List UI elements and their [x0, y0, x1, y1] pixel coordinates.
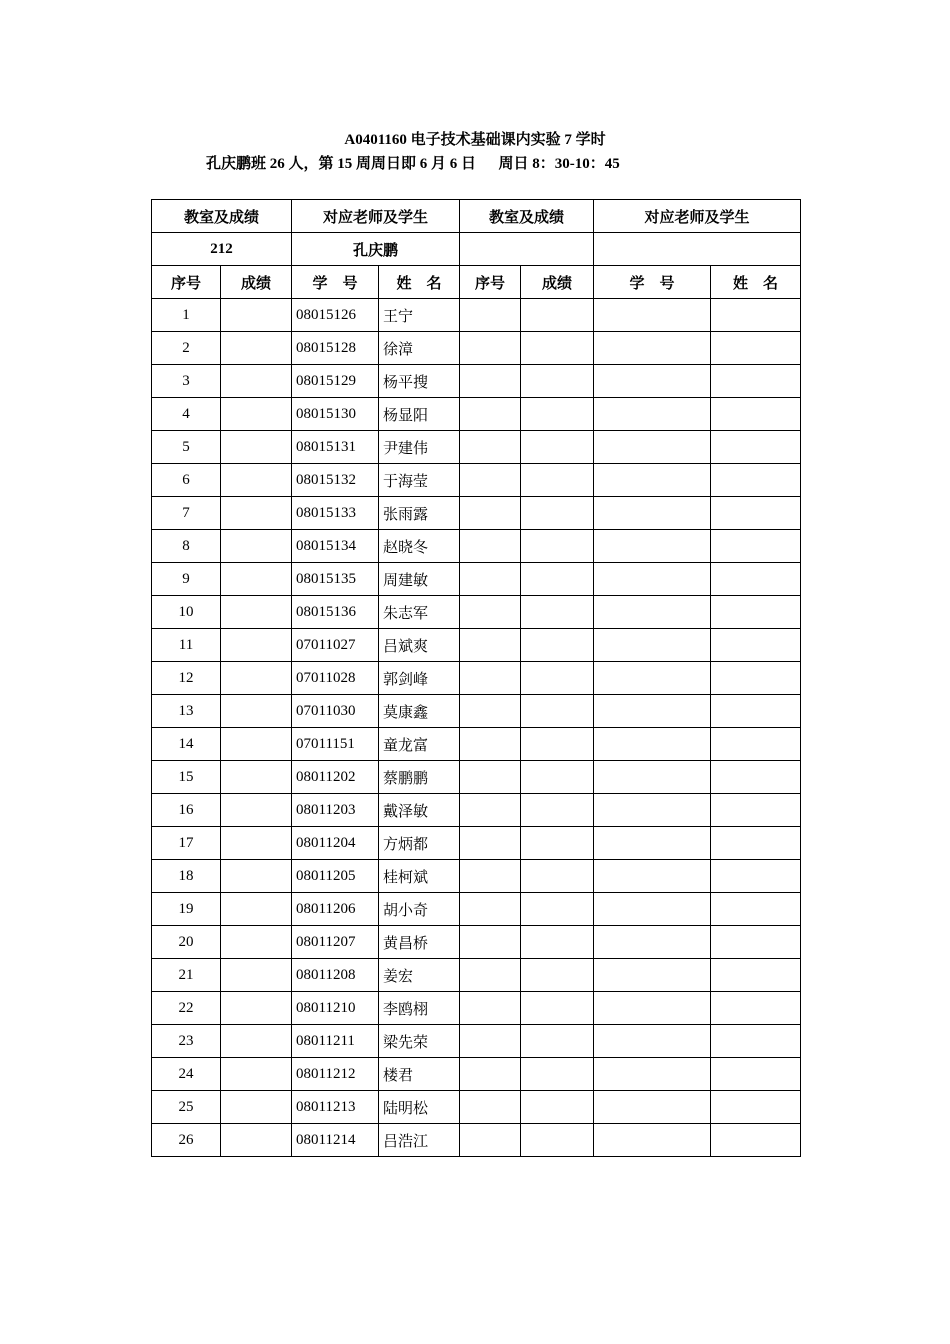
- student-name-empty: [711, 431, 801, 464]
- table-row: [152, 431, 801, 464]
- row-number-empty: [460, 695, 521, 728]
- row-number-empty: [460, 1124, 521, 1157]
- grade-cell: [221, 728, 292, 761]
- student-id: 08011205: [292, 860, 379, 893]
- student-id-empty: [594, 530, 711, 563]
- column-header-row: [152, 266, 801, 299]
- student-id-empty: [594, 464, 711, 497]
- student-name-empty: [711, 1091, 801, 1124]
- grade-cell-empty: [521, 1058, 594, 1091]
- row-number: 24: [152, 1058, 221, 1091]
- student-name: 童龙富: [379, 728, 460, 761]
- grade-cell: [221, 299, 292, 332]
- student-name: 尹建伟: [379, 431, 460, 464]
- grade-cell: [221, 959, 292, 992]
- group-header-cell: 教室及成绩: [152, 200, 292, 233]
- student-name: 陆明松: [379, 1091, 460, 1124]
- grade-cell-empty: [521, 629, 594, 662]
- row-number-empty: [460, 926, 521, 959]
- document-subtitle: 孔庆鹏班 26 人，第 15 周周日即 6 月 6 日 周日 8：30-10：45: [206, 156, 620, 172]
- col-header-no: 序号: [152, 266, 221, 299]
- student-name-empty: [711, 1124, 801, 1157]
- student-name: 王宁: [379, 299, 460, 332]
- student-id: 08015133: [292, 497, 379, 530]
- row-number-empty: [460, 893, 521, 926]
- student-name-empty: [711, 365, 801, 398]
- row-number-empty: [460, 761, 521, 794]
- grade-cell-empty: [521, 794, 594, 827]
- row-number: 17: [152, 827, 221, 860]
- grade-cell-empty: [521, 992, 594, 1025]
- student-id-empty: [594, 1025, 711, 1058]
- student-id: 07011030: [292, 695, 379, 728]
- student-name: 于海莹: [379, 464, 460, 497]
- group-header-cell: 对应老师及学生: [292, 200, 460, 233]
- student-name: 朱志军: [379, 596, 460, 629]
- student-name-empty: [711, 992, 801, 1025]
- student-id: 08011213: [292, 1091, 379, 1124]
- student-name: 吕浩江: [379, 1124, 460, 1157]
- row-number: 23: [152, 1025, 221, 1058]
- student-name-empty: [711, 959, 801, 992]
- student-id: 08011202: [292, 761, 379, 794]
- student-id-empty: [594, 332, 711, 365]
- table-row: [152, 1091, 801, 1124]
- student-name-empty: [711, 332, 801, 365]
- table-row: [152, 794, 801, 827]
- row-number-empty: [460, 860, 521, 893]
- student-name-empty: [711, 1025, 801, 1058]
- grade-cell-empty: [521, 926, 594, 959]
- student-id-empty: [594, 728, 711, 761]
- student-name: 杨平搜: [379, 365, 460, 398]
- table-row: [152, 332, 801, 365]
- col-header-no: 序号: [460, 266, 521, 299]
- student-id: 08015136: [292, 596, 379, 629]
- row-number: 16: [152, 794, 221, 827]
- grade-cell-empty: [521, 959, 594, 992]
- grade-cell: [221, 1058, 292, 1091]
- student-name: 胡小奇: [379, 893, 460, 926]
- student-name: 姜宏: [379, 959, 460, 992]
- student-name: 桂柯斌: [379, 860, 460, 893]
- student-id: 08011203: [292, 794, 379, 827]
- grade-cell-empty: [521, 299, 594, 332]
- student-name-empty: [711, 926, 801, 959]
- student-id-empty: [594, 992, 711, 1025]
- table-row: [152, 761, 801, 794]
- table-row: [152, 563, 801, 596]
- row-number-empty: [460, 728, 521, 761]
- student-id: 08015129: [292, 365, 379, 398]
- student-name-empty: [711, 662, 801, 695]
- grade-cell: [221, 761, 292, 794]
- student-name: 蔡鹏鹏: [379, 761, 460, 794]
- student-name: 吕斌爽: [379, 629, 460, 662]
- student-name: 李鸥栩: [379, 992, 460, 1025]
- row-number: 26: [152, 1124, 221, 1157]
- student-name-empty: [711, 728, 801, 761]
- grade-cell-empty: [521, 332, 594, 365]
- student-id: 08011214: [292, 1124, 379, 1157]
- student-name-empty: [711, 860, 801, 893]
- grade-cell: [221, 926, 292, 959]
- grade-cell: [221, 1091, 292, 1124]
- table-row: [152, 464, 801, 497]
- table-row: [152, 299, 801, 332]
- student-id-empty: [594, 596, 711, 629]
- student-id-empty: [594, 431, 711, 464]
- grade-cell: [221, 365, 292, 398]
- grade-cell: [221, 563, 292, 596]
- student-name-empty: [711, 563, 801, 596]
- student-id-empty: [594, 299, 711, 332]
- grade-cell: [221, 1124, 292, 1157]
- student-id-empty: [594, 365, 711, 398]
- grade-cell-empty: [521, 761, 594, 794]
- student-name: 方炳都: [379, 827, 460, 860]
- student-name-empty: [711, 794, 801, 827]
- student-name-empty: [711, 1058, 801, 1091]
- table-row: [152, 662, 801, 695]
- table-row: [152, 629, 801, 662]
- teacher-name-empty: [594, 233, 801, 266]
- student-id: 08015126: [292, 299, 379, 332]
- grade-cell-empty: [521, 1124, 594, 1157]
- grade-cell-empty: [521, 893, 594, 926]
- row-number: 21: [152, 959, 221, 992]
- group-header-row: [152, 200, 801, 233]
- row-number: 19: [152, 893, 221, 926]
- grade-cell-empty: [521, 464, 594, 497]
- student-id-empty: [594, 959, 711, 992]
- grade-cell-empty: [521, 1091, 594, 1124]
- row-number-empty: [460, 332, 521, 365]
- student-id-empty: [594, 497, 711, 530]
- student-name-empty: [711, 398, 801, 431]
- grade-cell: [221, 596, 292, 629]
- student-name-empty: [711, 497, 801, 530]
- student-name-empty: [711, 464, 801, 497]
- student-name-empty: [711, 299, 801, 332]
- student-name: 戴泽敏: [379, 794, 460, 827]
- row-number: 1: [152, 299, 221, 332]
- row-number: 7: [152, 497, 221, 530]
- student-id: 08011212: [292, 1058, 379, 1091]
- student-id-empty: [594, 629, 711, 662]
- grade-cell-empty: [521, 563, 594, 596]
- student-id-empty: [594, 563, 711, 596]
- student-id: 08015134: [292, 530, 379, 563]
- grade-cell: [221, 992, 292, 1025]
- room-number: 212: [152, 233, 292, 266]
- table-row: [152, 497, 801, 530]
- document-title: A0401160 电子技术基础课内实验 7 学时: [344, 132, 606, 148]
- grade-cell-empty: [521, 398, 594, 431]
- student-id: 08011207: [292, 926, 379, 959]
- student-id: 08011206: [292, 893, 379, 926]
- teacher-name: 孔庆鹏: [292, 233, 460, 266]
- student-name-empty: [711, 761, 801, 794]
- table-row: [152, 365, 801, 398]
- row-number: 9: [152, 563, 221, 596]
- col-header-id: 学 号: [594, 266, 711, 299]
- grade-cell: [221, 629, 292, 662]
- row-number: 20: [152, 926, 221, 959]
- student-name-empty: [711, 827, 801, 860]
- row-number: 5: [152, 431, 221, 464]
- row-number-empty: [460, 794, 521, 827]
- student-id-empty: [594, 1091, 711, 1124]
- row-number: 4: [152, 398, 221, 431]
- student-name: 郭剑峰: [379, 662, 460, 695]
- col-header-name: 姓 名: [379, 266, 460, 299]
- grade-cell: [221, 530, 292, 563]
- student-id: 08015132: [292, 464, 379, 497]
- grade-cell-empty: [521, 596, 594, 629]
- table-row: [152, 728, 801, 761]
- grade-cell: [221, 332, 292, 365]
- student-name: 莫康鑫: [379, 695, 460, 728]
- col-header-name: 姓 名: [711, 266, 801, 299]
- room-number-empty: [460, 233, 594, 266]
- table-row: [152, 959, 801, 992]
- student-id-empty: [594, 662, 711, 695]
- row-number: 22: [152, 992, 221, 1025]
- table-row: [152, 893, 801, 926]
- group-header-cell: 教室及成绩: [460, 200, 594, 233]
- student-id: 08015128: [292, 332, 379, 365]
- row-number: 11: [152, 629, 221, 662]
- grade-cell: [221, 695, 292, 728]
- row-number: 14: [152, 728, 221, 761]
- col-header-id: 学 号: [292, 266, 379, 299]
- grade-cell-empty: [521, 497, 594, 530]
- row-number: 8: [152, 530, 221, 563]
- grade-cell: [221, 662, 292, 695]
- grade-cell: [221, 794, 292, 827]
- row-number: 13: [152, 695, 221, 728]
- table-row: [152, 827, 801, 860]
- row-number-empty: [460, 497, 521, 530]
- table-row: [152, 926, 801, 959]
- table-row: [152, 860, 801, 893]
- row-number-empty: [460, 1025, 521, 1058]
- row-number-empty: [460, 959, 521, 992]
- student-name: 徐漳: [379, 332, 460, 365]
- row-number: 3: [152, 365, 221, 398]
- grade-cell: [221, 860, 292, 893]
- student-id-empty: [594, 926, 711, 959]
- row-number-empty: [460, 299, 521, 332]
- student-id: 08011208: [292, 959, 379, 992]
- student-name: 杨显阳: [379, 398, 460, 431]
- student-name-empty: [711, 596, 801, 629]
- grade-cell: [221, 398, 292, 431]
- row-number-empty: [460, 530, 521, 563]
- grade-cell-empty: [521, 1025, 594, 1058]
- row-number-empty: [460, 662, 521, 695]
- table-row: [152, 1058, 801, 1091]
- student-name: 楼君: [379, 1058, 460, 1091]
- student-name-empty: [711, 530, 801, 563]
- student-id: 08011210: [292, 992, 379, 1025]
- student-name: 梁先荣: [379, 1025, 460, 1058]
- grade-cell-empty: [521, 365, 594, 398]
- table-row: [152, 596, 801, 629]
- student-id: 08015130: [292, 398, 379, 431]
- student-id: 08011211: [292, 1025, 379, 1058]
- student-id-empty: [594, 1058, 711, 1091]
- student-id: 07011028: [292, 662, 379, 695]
- row-number: 12: [152, 662, 221, 695]
- table-row: [152, 398, 801, 431]
- table-row: [152, 1025, 801, 1058]
- grade-cell: [221, 1025, 292, 1058]
- row-number-empty: [460, 596, 521, 629]
- roster-table: [151, 199, 801, 1157]
- student-id-empty: [594, 761, 711, 794]
- student-id-empty: [594, 860, 711, 893]
- grade-cell-empty: [521, 530, 594, 563]
- row-number-empty: [460, 629, 521, 662]
- grade-cell: [221, 827, 292, 860]
- grade-cell: [221, 497, 292, 530]
- student-id-empty: [594, 695, 711, 728]
- row-number: 18: [152, 860, 221, 893]
- row-number-empty: [460, 827, 521, 860]
- student-name: 张雨露: [379, 497, 460, 530]
- row-number-empty: [460, 1091, 521, 1124]
- group-header-cell: 对应老师及学生: [594, 200, 801, 233]
- row-number-empty: [460, 563, 521, 596]
- table-row: [152, 1124, 801, 1157]
- grade-cell: [221, 431, 292, 464]
- row-number-empty: [460, 464, 521, 497]
- student-id-empty: [594, 1124, 711, 1157]
- col-header-grade: 成绩: [221, 266, 292, 299]
- col-header-grade: 成绩: [521, 266, 594, 299]
- row-number: 25: [152, 1091, 221, 1124]
- student-id: 08015135: [292, 563, 379, 596]
- student-name-empty: [711, 629, 801, 662]
- grade-cell: [221, 893, 292, 926]
- row-number: 15: [152, 761, 221, 794]
- room-teacher-row: [152, 233, 801, 266]
- row-number-empty: [460, 398, 521, 431]
- row-number: 10: [152, 596, 221, 629]
- row-number: 6: [152, 464, 221, 497]
- student-id: 07011027: [292, 629, 379, 662]
- grade-cell-empty: [521, 728, 594, 761]
- grade-cell: [221, 464, 292, 497]
- row-number-empty: [460, 365, 521, 398]
- student-name-empty: [711, 695, 801, 728]
- row-number-empty: [460, 431, 521, 464]
- row-number-empty: [460, 1058, 521, 1091]
- grade-cell-empty: [521, 662, 594, 695]
- student-id: 08015131: [292, 431, 379, 464]
- student-id-empty: [594, 794, 711, 827]
- table-row: [152, 530, 801, 563]
- student-id-empty: [594, 827, 711, 860]
- student-id-empty: [594, 398, 711, 431]
- student-name-empty: [711, 893, 801, 926]
- table-row: [152, 992, 801, 1025]
- student-name: 黄昌桥: [379, 926, 460, 959]
- student-name: 赵晓冬: [379, 530, 460, 563]
- row-number-empty: [460, 992, 521, 1025]
- student-name: 周建敏: [379, 563, 460, 596]
- table-row: [152, 695, 801, 728]
- student-id: 08011204: [292, 827, 379, 860]
- row-number: 2: [152, 332, 221, 365]
- grade-cell-empty: [521, 695, 594, 728]
- grade-cell-empty: [521, 827, 594, 860]
- student-id: 07011151: [292, 728, 379, 761]
- grade-cell-empty: [521, 860, 594, 893]
- grade-cell-empty: [521, 431, 594, 464]
- student-id-empty: [594, 893, 711, 926]
